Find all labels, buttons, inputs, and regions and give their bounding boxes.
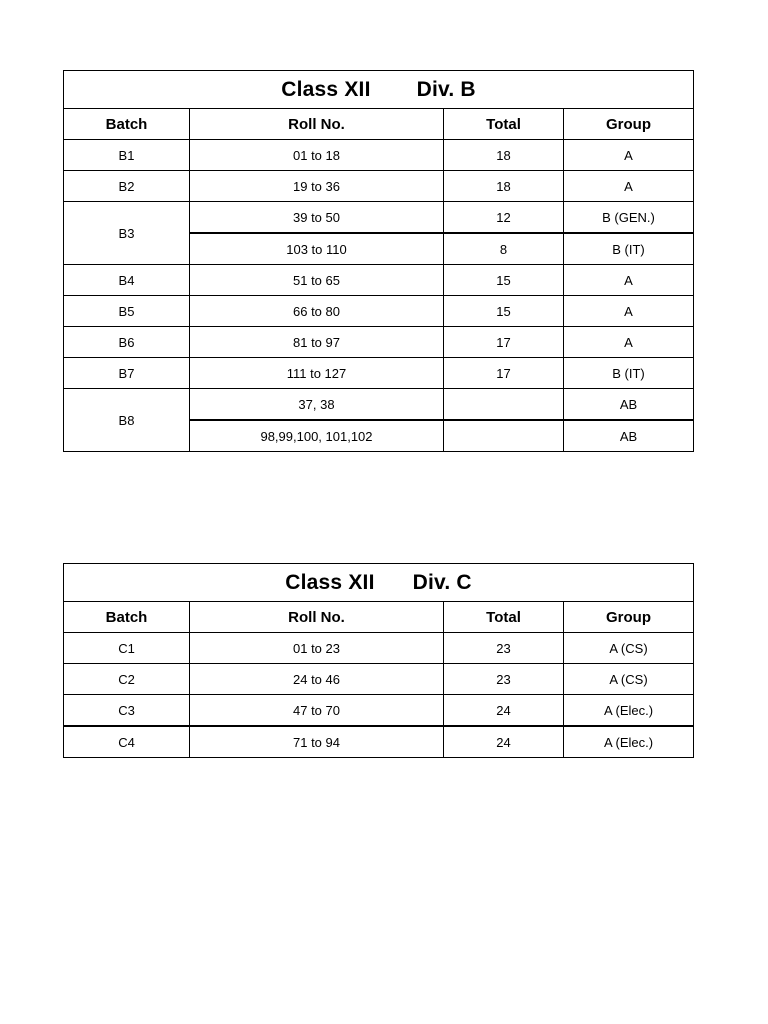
group-cell: A (564, 265, 694, 296)
roll-cell: 19 to 36 (190, 171, 444, 202)
title-class: Class XII (285, 570, 375, 594)
roll-cell: 47 to 70 (190, 695, 444, 727)
roll-cell: 103 to 110 (190, 233, 444, 265)
batch-cell: B3 (64, 202, 190, 265)
table-row (64, 296, 694, 327)
group-cell: A (CS) (564, 664, 694, 695)
group-cell: A (564, 140, 694, 171)
total-cell: 15 (444, 265, 564, 296)
total-cell: 23 (444, 664, 564, 695)
batch-cell: B6 (64, 327, 190, 358)
group-cell: A (564, 171, 694, 202)
title-class: Class XII (281, 77, 371, 101)
roll-cell: 24 to 46 (190, 664, 444, 695)
header-row (64, 109, 694, 140)
batch-cell: B1 (64, 140, 190, 171)
group-cell: A (Elec.) (564, 695, 694, 727)
total-cell: 24 (444, 726, 564, 758)
header-total: Total (444, 109, 564, 140)
batch-cell: B7 (64, 358, 190, 389)
div-c-table (63, 563, 694, 758)
total-cell: 8 (444, 233, 564, 265)
title-div: Div. C (412, 570, 472, 594)
batch-cell: B2 (64, 171, 190, 202)
table-row (64, 633, 694, 664)
group-cell: B (IT) (564, 358, 694, 389)
table-row (64, 358, 694, 389)
table-row (64, 695, 694, 727)
group-cell: B (IT) (564, 233, 694, 265)
total-cell: 18 (444, 171, 564, 202)
batch-cell: C4 (64, 726, 190, 758)
group-cell: A (564, 296, 694, 327)
batch-cell: C2 (64, 664, 190, 695)
table-row (64, 726, 694, 758)
table-row (64, 265, 694, 296)
roll-cell: 98,99,100, 101,102 (190, 420, 444, 452)
roll-cell: 66 to 80 (190, 296, 444, 327)
header-row (64, 602, 694, 633)
roll-cell: 81 to 97 (190, 327, 444, 358)
table-row (64, 171, 694, 202)
header-group: Group (564, 602, 694, 633)
batch-cell: B4 (64, 265, 190, 296)
batch-cell: B5 (64, 296, 190, 327)
table-title (64, 71, 694, 109)
table-row (64, 389, 694, 421)
header-batch: Batch (64, 109, 190, 140)
total-cell: 18 (444, 140, 564, 171)
table-row (64, 202, 694, 234)
roll-cell: 111 to 127 (190, 358, 444, 389)
table-row (64, 664, 694, 695)
group-cell: AB (564, 389, 694, 421)
header-batch: Batch (64, 602, 190, 633)
header-roll-no: Roll No. (190, 109, 444, 140)
batch-cell: C3 (64, 695, 190, 727)
header-roll-no: Roll No. (190, 602, 444, 633)
total-cell: 12 (444, 202, 564, 234)
batch-cell: C1 (64, 633, 190, 664)
group-cell: A (Elec.) (564, 726, 694, 758)
total-cell (444, 420, 564, 452)
title-div: Div. B (416, 77, 476, 101)
roll-cell: 51 to 65 (190, 265, 444, 296)
table-row (64, 140, 694, 171)
batch-cell: B8 (64, 389, 190, 452)
group-cell: B (GEN.) (564, 202, 694, 234)
roll-cell: 71 to 94 (190, 726, 444, 758)
total-cell: 17 (444, 358, 564, 389)
table-title (64, 564, 694, 602)
div-b-table (63, 70, 694, 452)
total-cell: 17 (444, 327, 564, 358)
roll-cell: 01 to 23 (190, 633, 444, 664)
table-row (64, 327, 694, 358)
header-total: Total (444, 602, 564, 633)
roll-cell: 01 to 18 (190, 140, 444, 171)
roll-cell: 37, 38 (190, 389, 444, 421)
group-cell: A (564, 327, 694, 358)
header-group: Group (564, 109, 694, 140)
title-row (64, 71, 694, 109)
roll-cell: 39 to 50 (190, 202, 444, 234)
group-cell: AB (564, 420, 694, 452)
total-cell (444, 389, 564, 421)
group-cell: A (CS) (564, 633, 694, 664)
total-cell: 24 (444, 695, 564, 727)
total-cell: 15 (444, 296, 564, 327)
title-row (64, 564, 694, 602)
total-cell: 23 (444, 633, 564, 664)
